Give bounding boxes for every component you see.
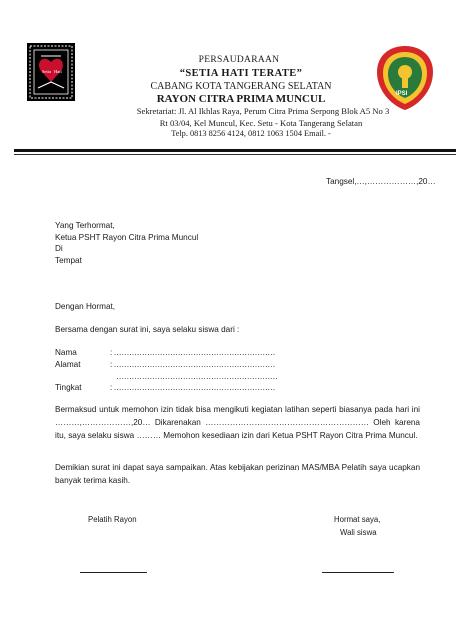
address-line-2: Rt 03/04, Kel Muncul, Kec. Setu - Kota Tangerang Selatan bbox=[159, 118, 363, 128]
closing-paragraph: Demikian surat ini dapat saya sampaikan. Atas kebijakan perizinan MAS/MBA Pelatih saya ucapkan banyak terima kasih. bbox=[55, 463, 420, 485]
intro-sentence: Bersama dengan surat ini, saya selaku siswa dari : bbox=[55, 325, 240, 334]
recipient-salutation: Yang Terhormat, bbox=[55, 221, 115, 230]
branch-name: CABANG KOTA TANGERANG SELATAN bbox=[150, 81, 332, 92]
svg-text:Setia: Setia bbox=[42, 69, 51, 74]
field-label-alamat: Alamat bbox=[55, 360, 81, 369]
field-label-nama: Nama bbox=[55, 348, 77, 357]
request-paragraph: Bermaksud untuk memohon izin tidak bisa mengikuti kegiatan latihan seperti biasanya pada hari ini ………,………………,20… Dikarenakan …………………………………………………… Oleh karena itu, saya selaku siswa ……… Memohon kesediaan izin dari Ketua PSHT Rayon Citra Prima Muncul. bbox=[55, 405, 420, 440]
org-type: PERSAUDARAAN bbox=[198, 55, 280, 65]
org-name: “SETIA HATI TERATE” bbox=[179, 68, 303, 79]
signature-right-closing: Hormat saya, bbox=[334, 515, 381, 524]
contact-line: Telp. 0813 8256 4124, 0812 1063 1504 Email. - bbox=[171, 129, 331, 138]
recipient-place: Tempat bbox=[55, 256, 82, 265]
field-value-nama: : ……………………………………………………… bbox=[110, 348, 275, 357]
svg-text:Hati: Hati bbox=[54, 69, 62, 74]
recipient-di: Di bbox=[55, 244, 63, 253]
header-divider-thin bbox=[14, 154, 456, 155]
ipsi-logo-icon bbox=[375, 44, 435, 112]
header-divider-thick bbox=[14, 149, 456, 152]
field-value-alamat: : ……………………………………………………… bbox=[110, 360, 275, 369]
opening-greeting: Dengan Hormat, bbox=[55, 302, 116, 311]
date-line: Tangsel,…,………………,20… bbox=[326, 177, 436, 186]
recipient-name: Ketua PSHT Rayon Citra Prima Muncul bbox=[55, 233, 199, 242]
field-label-tingkat: Tingkat bbox=[55, 383, 82, 392]
ipsi-logo-text: IPSI bbox=[396, 91, 408, 97]
field-value-alamat-cont: ……………………………………………………… bbox=[116, 372, 278, 381]
address-line-1: Sekretariat: Jl. Al Ikhlas Raya, Perum Citra Prima Serpong Blok A5 No 3 bbox=[136, 106, 390, 116]
signature-line-left bbox=[80, 572, 147, 573]
signature-right-title: Wali siswa bbox=[340, 528, 377, 537]
signature-left-title: Pelatih Rayon bbox=[88, 515, 137, 524]
rayon-name: RAYON CITRA PRIMA MUNCUL bbox=[156, 93, 326, 105]
signature-line-right bbox=[322, 572, 394, 573]
field-value-tingkat: : ……………………………………………………… bbox=[110, 383, 275, 392]
